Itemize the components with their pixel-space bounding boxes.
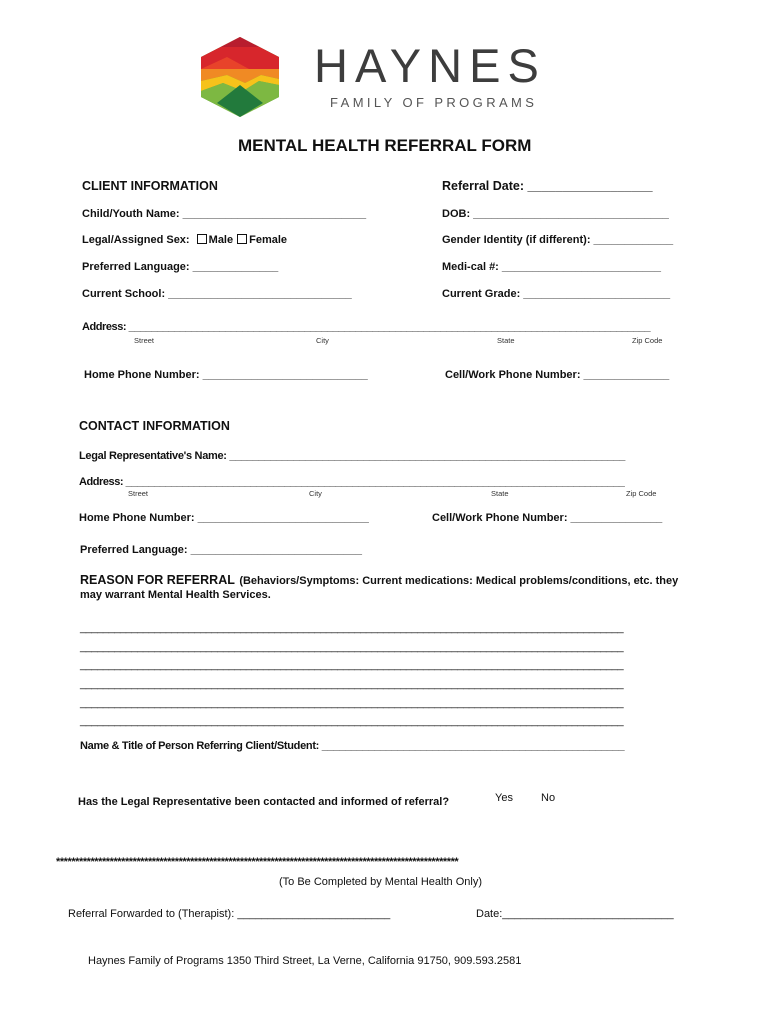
dob-field[interactable]: DOB: ________________________________	[442, 208, 669, 220]
reason-line-2[interactable]: _______________________________________________________________________________________________	[80, 641, 624, 653]
male-checkbox[interactable]	[197, 234, 207, 244]
contact-language-field[interactable]: Preferred Language: ____________________________	[80, 544, 362, 556]
reason-heading-row	[80, 571, 678, 589]
form-title: MENTAL HEALTH REFERRAL FORM	[238, 136, 532, 155]
client-address-field[interactable]: Address: ____________________________________________________________________________________________	[82, 321, 651, 333]
contact-info-heading: CONTACT INFORMATION	[79, 419, 230, 433]
client-home-phone-field[interactable]: Home Phone Number: ___________________________	[84, 369, 368, 381]
reason-heading: REASON FOR REFERRAL	[80, 573, 235, 587]
client-address-city: City	[316, 336, 329, 345]
client-address-street: Street	[134, 336, 155, 345]
female-checkbox[interactable]	[237, 234, 247, 244]
child-name-field[interactable]: Child/Youth Name: ______________________________	[82, 208, 367, 220]
current-school-field[interactable]: Current School: ______________________________	[82, 288, 352, 300]
preferred-language-field[interactable]: Preferred Language: ______________	[82, 261, 279, 273]
logo-name: HAYNES	[314, 39, 546, 92]
contacted-no-option[interactable]: No	[541, 792, 556, 804]
footer-address: Haynes Family of Programs 1350 Third Street, La Verne, California 91750, 909.593.2581	[88, 955, 522, 967]
contact-home-phone-field[interactable]: Home Phone Number: ____________________________	[79, 512, 369, 524]
contact-cell-phone-field[interactable]: Cell/Work Phone Number: _______________	[432, 512, 663, 524]
medical-number-field[interactable]: Medi-cal #: __________________________	[442, 261, 661, 273]
client-info-heading: CLIENT INFORMATION	[82, 179, 218, 193]
referral-date-field[interactable]: Referral Date: __________________	[442, 179, 653, 193]
separator-stars: *********************************************************************************************************	[56, 856, 459, 868]
reason-line-5[interactable]: _______________________________________________________________________________________________	[80, 697, 624, 709]
contact-address-street: Street	[128, 489, 149, 498]
haynes-logo-icon	[197, 35, 283, 119]
contact-address-field[interactable]: Address: ________________________________________________________________________________________	[79, 476, 625, 488]
office-date-field[interactable]: Date:____________________________	[476, 908, 674, 920]
reason-line-3[interactable]: _______________________________________________________________________________________________	[80, 659, 624, 671]
reason-description-2: may warrant Mental Health Services.	[80, 589, 271, 601]
legal-rep-name-field[interactable]: Legal Representative's Name: ____________________________________________________________________	[79, 450, 626, 462]
contact-address-state: State	[491, 489, 509, 498]
current-grade-field[interactable]: Current Grade: ________________________	[442, 288, 671, 300]
office-use-note: (To Be Completed by Mental Health Only)	[279, 876, 482, 888]
contacted-question: Has the Legal Representative been contacted and informed of referral?	[78, 796, 450, 808]
female-label: Female	[249, 234, 288, 246]
reason-line-4[interactable]: _______________________________________________________________________________________________	[80, 678, 624, 690]
referrer-name-field[interactable]: Name & Title of Person Referring Client/Student: ____________________________________________________	[80, 740, 625, 752]
client-cell-phone-field[interactable]: Cell/Work Phone Number: ______________	[445, 369, 670, 381]
sex-label: Legal/Assigned Sex:	[82, 234, 190, 246]
logo-subtitle: FAMILY OF PROGRAMS	[330, 95, 538, 110]
reason-line-6[interactable]: _______________________________________________________________________________________________	[80, 715, 624, 727]
reason-line-1[interactable]: _______________________________________________________________________________________________	[80, 622, 624, 634]
referral-forwarded-field[interactable]: Referral Forwarded to (Therapist): _________________________	[68, 908, 391, 920]
male-label: Male	[208, 234, 234, 246]
gender-identity-field[interactable]: Gender Identity (if different): _____________	[442, 234, 674, 246]
sex-field	[82, 234, 287, 246]
contact-address-zip: Zip Code	[626, 489, 657, 498]
client-address-zip: Zip Code	[632, 336, 663, 345]
contact-address-city: City	[309, 489, 322, 498]
reason-description-1: (Behaviors/Symptoms: Current medications: Medical problems/conditions, etc. they	[239, 575, 679, 587]
client-address-state: State	[497, 336, 515, 345]
contacted-yes-option[interactable]: Yes	[495, 792, 513, 804]
